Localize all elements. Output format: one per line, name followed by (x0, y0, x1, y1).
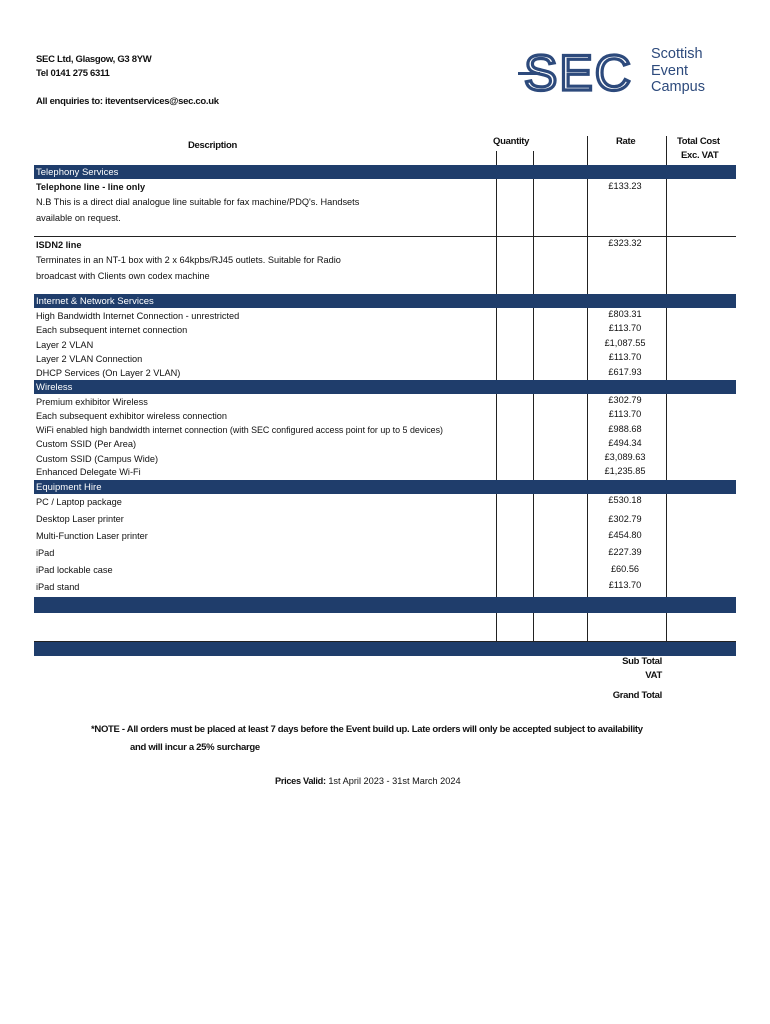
row-divider (34, 236, 736, 237)
item-internet-5: DHCP Services (On Layer 2 VLAN) (36, 368, 181, 378)
section-title-internet: Internet & Network Services (36, 296, 154, 307)
blank-band-1 (34, 597, 736, 613)
logo-letters: SEC (524, 46, 633, 98)
item-internet-1: High Bandwidth Internet Connection - unrestricted (36, 311, 240, 321)
item-equipment-3: Multi-Function Laser printer (36, 531, 148, 541)
item-equipment-1: PC / Laptop package (36, 497, 122, 507)
rate-equipment-6: £113.70 (608, 580, 642, 590)
rate-internet-3: £1,087.55 (604, 338, 646, 348)
item-wireless-2: Each subsequent exhibitor wireless connection (36, 411, 228, 421)
vat-label: VAT (645, 670, 662, 681)
rate-internet-5: £617.93 (608, 367, 642, 377)
rate-equipment-1: £530.18 (608, 495, 642, 505)
rate-equipment-5: £60.56 (610, 564, 640, 574)
rate-wireless-2: £113.70 (608, 409, 642, 419)
item-wireless-1: Premium exhibitor Wireless (36, 397, 148, 407)
logo-wordmark (651, 46, 705, 96)
item-telephone-note1: N.B This is a direct dial analogue line suitable for fax machine/PDQ's. Handsets (36, 197, 360, 207)
rate-wireless-6: £1,235.85 (604, 466, 646, 476)
item-telephone-line: Telephone line - line only (36, 182, 146, 192)
section-title-equipment: Equipment Hire (36, 482, 102, 493)
section-band-equipment (34, 480, 736, 494)
section-title-wireless: Wireless (36, 382, 73, 393)
rate-wireless-4: £494.34 (608, 438, 642, 448)
item-isdn2-note1: Terminates in an NT-1 box with 2 x 64kpbs/RJ45 outlets. Suitable for Radio (36, 255, 341, 265)
grand-total-label: Grand Total (612, 690, 662, 701)
sec-logo (518, 46, 638, 98)
company-address: SEC Ltd, Glasgow, G3 8YW (36, 54, 152, 65)
item-isdn2-line: ISDN2 line (36, 240, 82, 250)
item-internet-3: Layer 2 VLAN (36, 340, 94, 350)
sub-total-label: Sub Total (622, 656, 662, 667)
rate-internet-4: £113.70 (608, 352, 642, 362)
rate-equipment-3: £454.80 (608, 530, 642, 540)
item-equipment-2: Desktop Laser printer (36, 514, 124, 524)
company-telephone: Tel 0141 275 6311 (36, 68, 110, 79)
logo-line-campus: Campus (651, 79, 705, 95)
order-note-line1: *NOTE - All orders must be placed at least 7 days before the Event build up. Late orders will only be accepted subject to availability (91, 724, 643, 735)
item-equipment-6: iPad stand (36, 582, 80, 592)
item-equipment-4: iPad (36, 548, 55, 558)
grid-line-qty-mid (533, 151, 534, 641)
item-internet-4: Layer 2 VLAN Connection (36, 354, 143, 364)
column-quantity: Quantity (493, 136, 530, 147)
column-rate: Rate (616, 136, 636, 147)
column-total-line2: Exc. VAT (681, 150, 719, 161)
item-wireless-6: Enhanced Delegate Wi-Fi (36, 467, 141, 477)
blank-band-2 (34, 642, 736, 656)
logo-line-event: Event (651, 62, 689, 79)
item-internet-2: Each subsequent internet connection (36, 325, 188, 335)
section-band-internet (34, 294, 736, 308)
column-description: Description (188, 140, 237, 151)
prices-valid (275, 776, 461, 786)
section-band-wireless (34, 380, 736, 394)
rate-wireless-3: £988.68 (608, 424, 642, 434)
rate-internet-1: £803.31 (608, 309, 642, 319)
item-telephone-note2: available on request. (36, 213, 121, 223)
item-wireless-4: Custom SSID (Per Area) (36, 439, 137, 449)
prices-valid-label: Prices Valid: (275, 776, 326, 786)
item-wireless-5: Custom SSID (Campus Wide) (36, 454, 159, 464)
item-isdn2-note2: broadcast with Clients own codex machine (36, 271, 210, 281)
section-band-telephony (34, 165, 736, 179)
prices-valid-value: 1st April 2023 - 31st March 2024 (328, 776, 461, 786)
enquiries-email: All enquiries to: iteventservices@sec.co.uk (36, 96, 219, 107)
logo-line-scottish: Scottish (651, 46, 703, 62)
rate-wireless-5: £3,089.63 (604, 452, 646, 462)
rate-equipment-4: £227.39 (608, 547, 642, 557)
rate-telephone-line: £133.23 (608, 181, 642, 191)
column-total-line1: Total Cost (677, 136, 720, 147)
grid-line-qty-left (496, 151, 497, 641)
rate-isdn2-line: £323.32 (608, 238, 642, 248)
order-note-line2: and will incur a 25% surcharge (130, 742, 260, 753)
item-equipment-5: iPad lockable case (36, 565, 113, 575)
rate-equipment-2: £302.79 (608, 514, 642, 524)
section-title-telephony: Telephony Services (36, 167, 119, 178)
rate-wireless-1: £302.79 (608, 395, 642, 405)
rate-internet-2: £113.70 (608, 323, 642, 333)
item-wireless-3: WiFi enabled high bandwidth internet connection (with SEC configured access point for up to 5 devices) (36, 425, 443, 435)
